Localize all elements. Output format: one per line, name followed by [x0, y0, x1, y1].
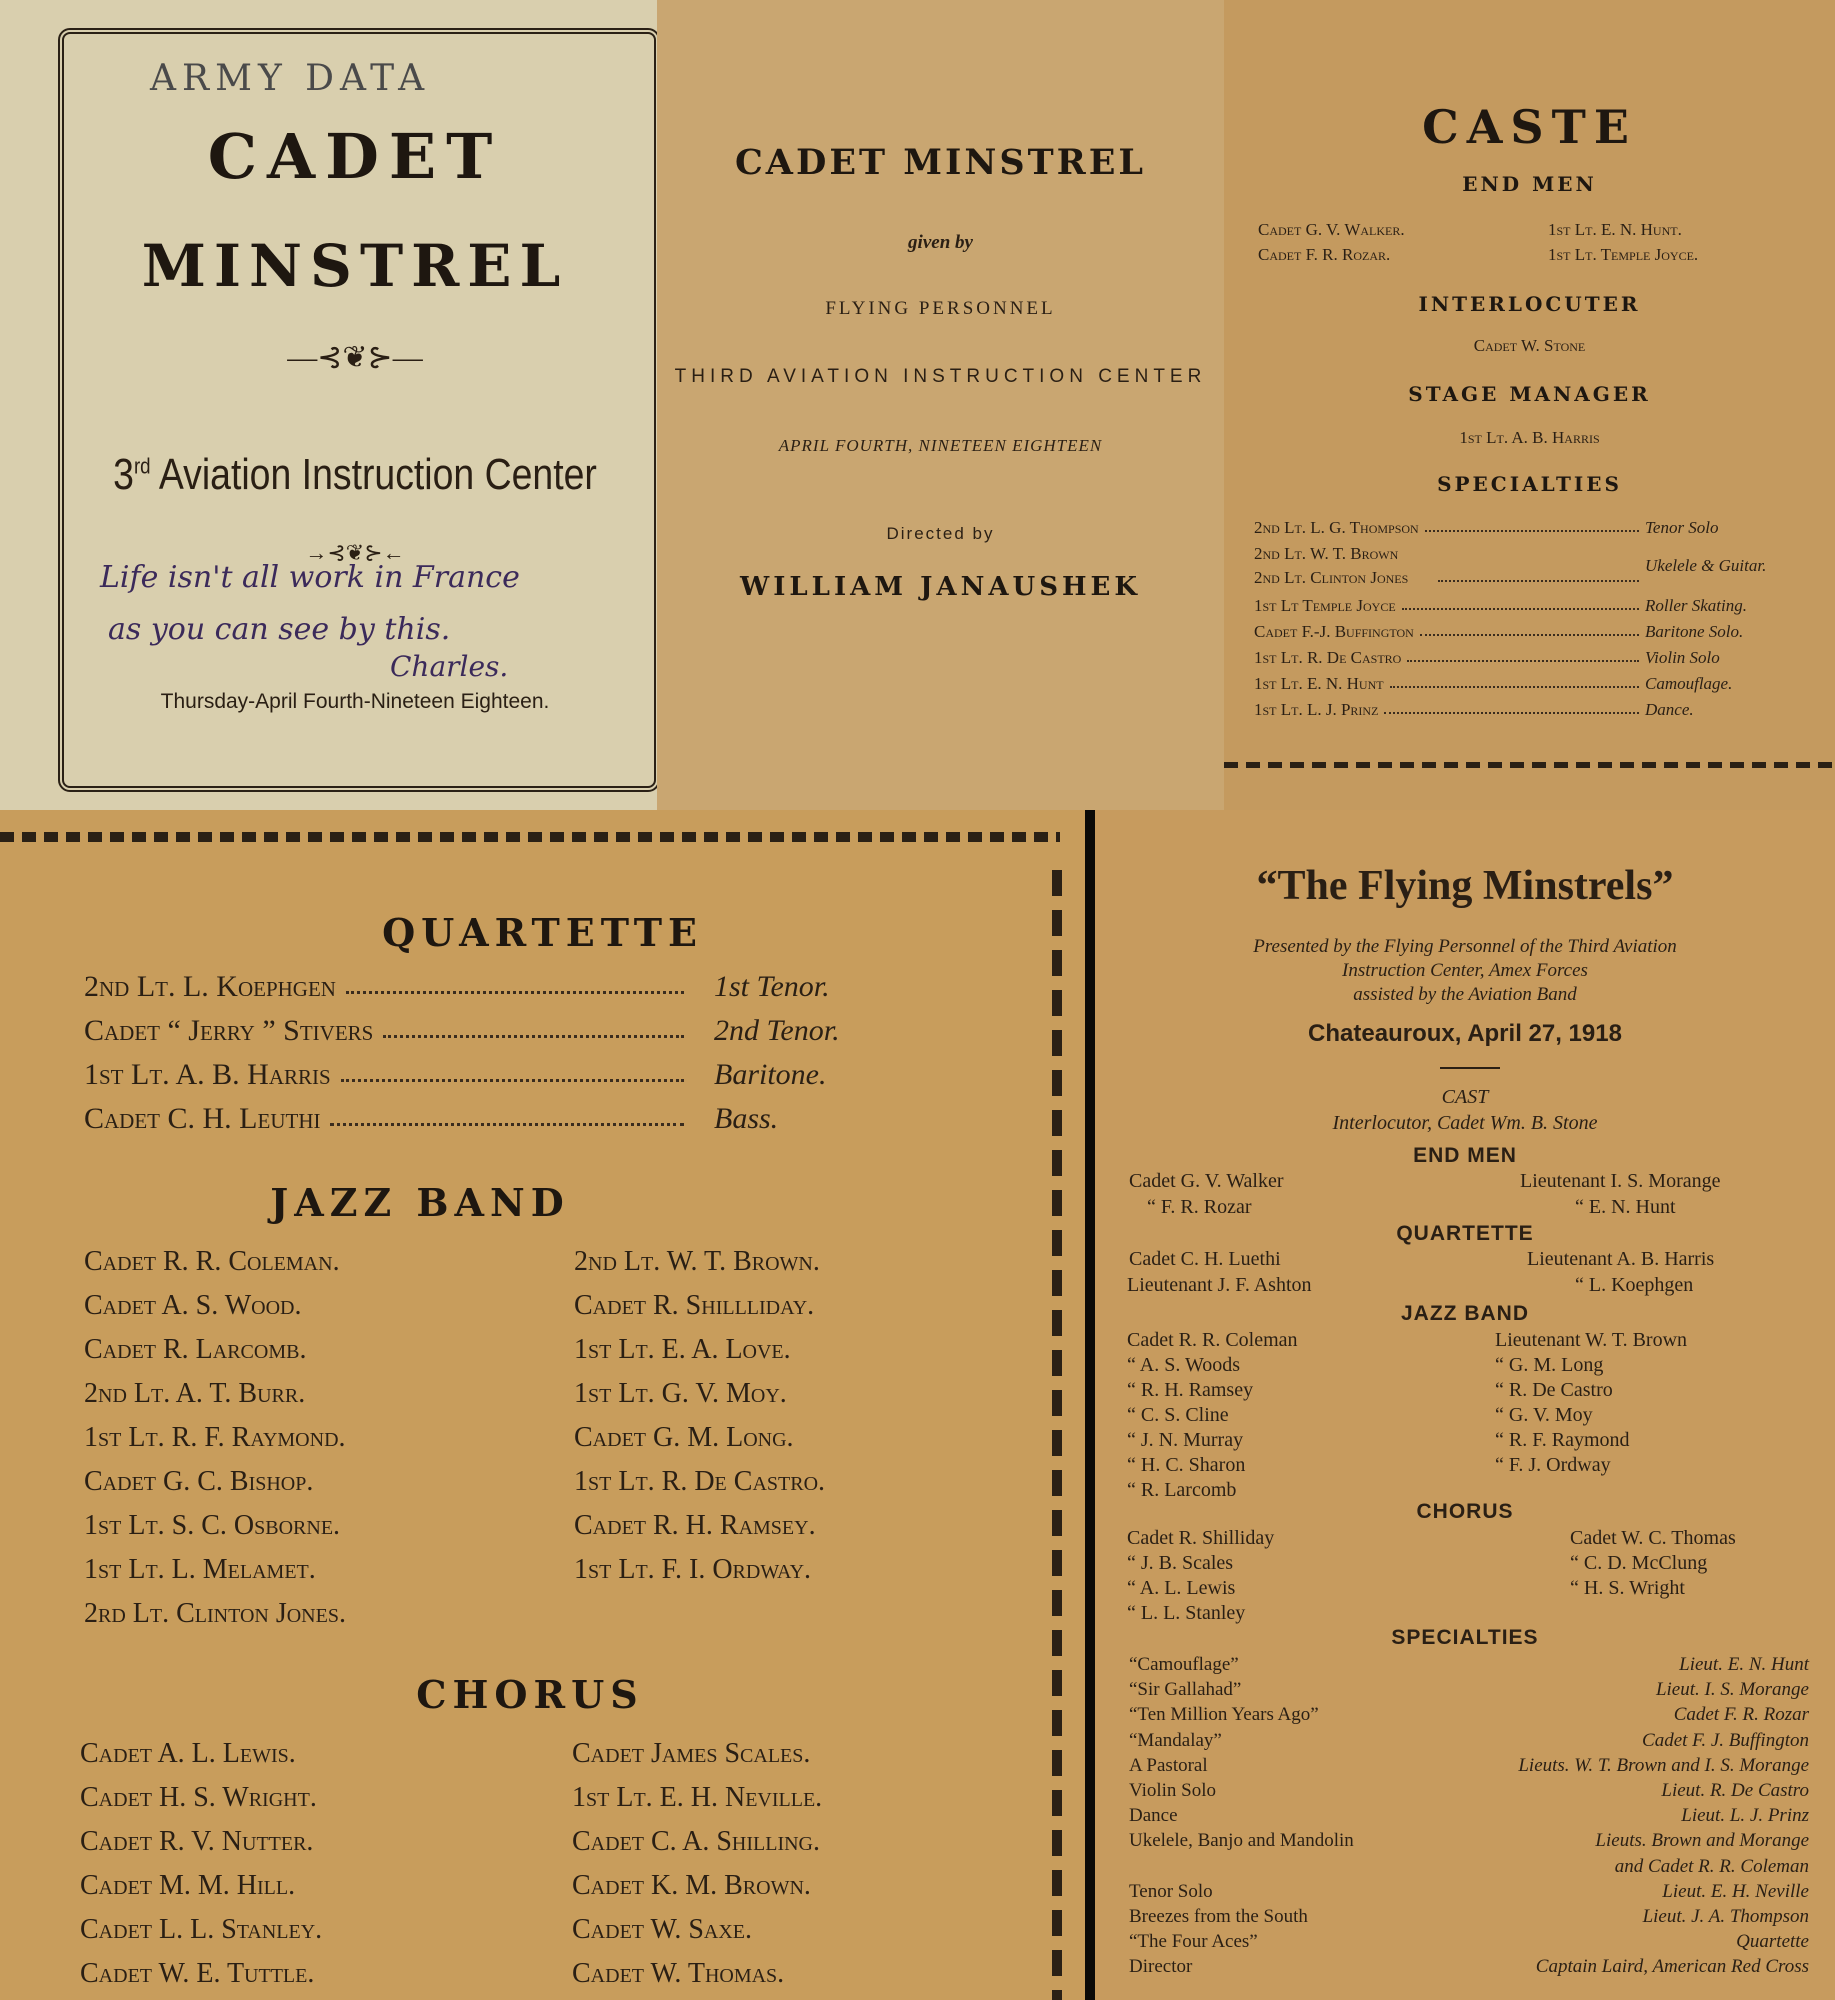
- interlocuter-heading: INTERLOCUTER: [1418, 292, 1641, 316]
- list-item: Cadet R. R. Coleman: [1127, 1329, 1298, 1351]
- list-item: “ C. D. McClung: [1570, 1552, 1708, 1574]
- fm-quartette-member: Lieutenant J. F. Ashton: [1127, 1274, 1312, 1296]
- list-item: Cadet W. C. Thomas: [1570, 1527, 1736, 1549]
- cover-date: Thursday-April Fourth-Nineteen Eighteen.: [160, 690, 550, 713]
- cover-title-line2: MINSTREL: [141, 232, 569, 300]
- specialty-row: 2nd Lt. L. G. Thompson Tenor Solo: [1254, 518, 1719, 537]
- specialty-row: “Sir Gallahad” Lieut. I. S. Morange: [1129, 1679, 1809, 1701]
- list-item: 1st Lt. F. I. Ordway.: [574, 1554, 812, 1585]
- specialty-row: Cadet F.-J. Buffington Baritone Solo.: [1254, 622, 1744, 641]
- handwriting-line2: as you can see by this.: [108, 612, 451, 647]
- fm-end-man: “ E. N. Hunt: [1575, 1196, 1676, 1218]
- list-item: “ C. S. Cline: [1127, 1404, 1229, 1426]
- list-item: Cadet R. Shilliday: [1127, 1527, 1275, 1549]
- chorus-heading: CHORUS: [416, 1672, 644, 1717]
- list-item: Cadet A. S. Wood.: [84, 1290, 302, 1321]
- fm-end-man: Lieutenant I. S. Morange: [1520, 1170, 1721, 1192]
- list-item: 1st Lt. G. V. Moy.: [574, 1378, 787, 1409]
- list-item: Cadet M. M. Hill.: [80, 1870, 296, 1901]
- quartette-row: 2nd Lt. L. Koephgen 1st Tenor.: [84, 970, 830, 1003]
- jazz-band-right-list: [574, 1240, 825, 1592]
- list-item: Cadet C. A. Shilling.: [572, 1826, 821, 1857]
- list-item: Cadet W. Thomas.: [572, 1958, 785, 1989]
- flying-place-date: Chateauroux, April 27, 1918: [1308, 1020, 1622, 1047]
- quartette-row: 1st Lt. A. B. Harris Baritone.: [84, 1058, 827, 1091]
- fm-specialties-list: [1129, 1652, 1809, 1980]
- specialty-row: Breezes from the South Lieut. J. A. Thompson: [1129, 1906, 1809, 1928]
- fm-end-man: Cadet G. V. Walker: [1129, 1170, 1284, 1192]
- list-item: “ R. De Castro: [1495, 1379, 1613, 1401]
- end-man-4: 1st Lt. Temple Joyce.: [1548, 245, 1699, 264]
- end-men-heading: END MEN: [1462, 172, 1597, 196]
- specialty-row: 1st Lt Temple Joyce Roller Skating.: [1254, 596, 1747, 615]
- list-item: Cadet W. E. Tuttle.: [80, 1958, 315, 1989]
- directed-by: Directed by: [886, 524, 995, 543]
- list-item: Cadet R. V. Nutter.: [80, 1826, 314, 1857]
- list-item: 2nd Lt. W. T. Brown.: [574, 1246, 820, 1277]
- flying-sub2: Instruction Center, Amex Forces: [1342, 960, 1588, 981]
- fm-jazz-heading: JAZZ BAND: [1401, 1302, 1529, 1325]
- specialty-row: Director Captain Laird, American Red Cross: [1129, 1956, 1809, 1978]
- stage-manager-heading: STAGE MANAGER: [1408, 382, 1651, 406]
- ornament-divider-small: →⊰❦⊱←: [305, 540, 405, 565]
- list-item: Cadet H. S. Wright.: [80, 1782, 317, 1813]
- interlocutor-line: Interlocutor, Cadet Wm. B. Stone: [1332, 1112, 1598, 1134]
- quartette-row: Cadet C. H. Leuthi Bass.: [84, 1102, 779, 1135]
- list-item: Cadet W. Saxe.: [572, 1914, 753, 1945]
- divider: [1440, 1067, 1500, 1069]
- fm-jazz-right-list: [1495, 1328, 1687, 1478]
- handwriting-line1: Life isn't all work in France: [100, 560, 520, 595]
- specialty-row: Violin Solo Lieut. R. De Castro: [1129, 1780, 1809, 1802]
- list-item: “ R. H. Ramsey: [1127, 1379, 1254, 1401]
- list-item: 1st Lt. E. H. Neville.: [572, 1782, 823, 1813]
- list-item: “ A. L. Lewis: [1127, 1577, 1236, 1599]
- given-by: given by: [908, 232, 973, 253]
- list-item: “ R. F. Raymond: [1495, 1429, 1630, 1451]
- list-item: “ H. S. Wright: [1570, 1577, 1685, 1599]
- fm-chorus-heading: CHORUS: [1416, 1500, 1514, 1523]
- specialty-row: 1st Lt. R. De Castro Violin Solo: [1254, 648, 1720, 667]
- fm-end-man: “ F. R. Rozar: [1147, 1196, 1252, 1218]
- quartette-heading: QUARTETTE: [382, 910, 703, 955]
- chorus-left-list: [80, 1732, 322, 1996]
- specialty-row: 2nd Lt. Clinton Jones Ukelele & Guitar.: [1254, 556, 1767, 587]
- caste-heading: CASTE: [1422, 100, 1637, 154]
- jazz-band-left-list: [84, 1240, 346, 1636]
- list-item: 1st Lt. E. A. Love.: [574, 1334, 791, 1365]
- fm-chorus-right-list: [1570, 1526, 1736, 1601]
- specialty-row: “Mandalay” Cadet F. J. Buffington: [1129, 1729, 1809, 1751]
- fm-specialties-heading: SPECIALTIES: [1391, 1626, 1539, 1649]
- specialty-row: and Cadet R. R. Coleman: [1614, 1855, 1809, 1877]
- list-item: “ H. C. Sharon: [1127, 1454, 1246, 1476]
- ornament-divider: —⊰❦⊱—: [287, 341, 423, 374]
- end-man-2: 1st Lt. E. N. Hunt.: [1548, 220, 1682, 239]
- title-page-panel: [657, 0, 1224, 810]
- fm-quartette-member: “ L. Koephgen: [1575, 1274, 1694, 1296]
- title-page-date: APRIL FOURTH, NINETEEN EIGHTEEN: [778, 436, 1103, 455]
- quartette-panel: [0, 810, 1085, 2000]
- list-item: “ J. B. Scales: [1127, 1552, 1234, 1574]
- cast-heading: CAST: [1441, 1086, 1489, 1108]
- cover-panel: [0, 0, 657, 810]
- title-page-title: CADET MINSTREL: [734, 142, 1147, 183]
- fm-quartette-heading: QUARTETTE: [1396, 1222, 1534, 1245]
- specialty-row: “Ten Million Years Ago” Cadet F. R. Rozar: [1129, 1704, 1809, 1726]
- stamp-text: ARMY DATA: [150, 58, 431, 99]
- list-item: Cadet L. L. Stanley.: [80, 1914, 323, 1945]
- specialty-row: “The Four Aces” Quartette: [1129, 1931, 1809, 1953]
- quartette-right-border: [1052, 870, 1062, 2000]
- flying-sub3: assisted by the Aviation Band: [1353, 984, 1577, 1005]
- specialty-row: 2nd Lt. W. T. Brown: [1254, 544, 1399, 563]
- cover-center-name: 3rd Aviation Instruction Center: [113, 450, 597, 499]
- fm-quartette-member: Lieutenant A. B. Harris: [1527, 1248, 1715, 1270]
- specialty-row: Dance Lieut. L. J. Prinz: [1129, 1805, 1809, 1827]
- list-item: Cadet R. Larcomb.: [84, 1334, 307, 1365]
- interlocuter-name: Cadet W. Stone: [1473, 336, 1586, 355]
- specialties-heading: SPECIALTIES: [1437, 472, 1622, 496]
- list-item: 1st Lt. R. F. Raymond.: [84, 1422, 346, 1453]
- list-item: Cadet A. L. Lewis.: [80, 1738, 296, 1769]
- center-name: THIRD AVIATION INSTRUCTION CENTER: [674, 366, 1207, 387]
- org-name: FLYING PERSONNEL: [825, 298, 1056, 319]
- fm-chorus-left-list: [1127, 1526, 1274, 1626]
- list-item: 1st Lt. R. De Castro.: [574, 1466, 826, 1497]
- jazz-band-heading: JAZZ BAND: [270, 1180, 570, 1225]
- list-item: “ G. V. Moy: [1495, 1404, 1593, 1426]
- stage-manager-name: 1st Lt. A. B. Harris: [1459, 428, 1600, 447]
- list-item: “ J. N. Murray: [1127, 1429, 1244, 1451]
- quartette-row: Cadet “ Jerry ” Stivers 2nd Tenor.: [84, 1014, 840, 1047]
- quartette-top-border: [0, 832, 1060, 842]
- list-item: Cadet R. H. Ramsey.: [574, 1510, 816, 1541]
- list-item: Lieutenant W. T. Brown: [1495, 1329, 1688, 1351]
- list-item: Cadet James Scales.: [572, 1738, 811, 1769]
- specialty-row: A Pastoral Lieuts. W. T. Brown and I. S. Morange: [1129, 1754, 1809, 1776]
- cover-title-line1: CADET: [207, 120, 503, 193]
- flying-sub1: Presented by the Flying Personnel of the Third Aviation: [1253, 936, 1677, 957]
- end-man-3: Cadet F. R. Rozar.: [1258, 245, 1391, 264]
- end-man-1: Cadet G. V. Walker.: [1258, 220, 1405, 239]
- fm-quartette-member: Cadet C. H. Luethi: [1129, 1248, 1281, 1270]
- list-item: “ G. M. Long: [1495, 1354, 1604, 1376]
- list-item: Cadet G. C. Bishop.: [84, 1466, 314, 1497]
- list-item: 2nd Lt. A. T. Burr.: [84, 1378, 306, 1409]
- handwriting-signature: Charles.: [390, 650, 509, 683]
- list-item: Cadet K. M. Brown.: [572, 1870, 811, 1901]
- flying-title: “The Flying Minstrels”: [1256, 863, 1674, 909]
- specialty-row: Ukelele, Banjo and Mandolin Lieuts. Brown and Morange: [1129, 1830, 1809, 1852]
- specialty-row: 1st Lt. L. J. Prinz Dance.: [1254, 700, 1694, 719]
- list-item: Cadet R. Shillliday.: [574, 1290, 815, 1321]
- caste-bottom-border: [1224, 762, 1835, 768]
- fm-jazz-left-list: [1127, 1328, 1298, 1503]
- list-item: Cadet G. M. Long.: [574, 1422, 794, 1453]
- specialty-row: “Camouflage” Lieut. E. N. Hunt: [1129, 1654, 1809, 1675]
- chorus-right-list: [572, 1732, 822, 1996]
- specialty-row: 1st Lt. E. N. Hunt Camouflage.: [1254, 674, 1733, 693]
- list-item: “ A. S. Woods: [1127, 1354, 1241, 1376]
- specialty-row: Tenor Solo Lieut. E. H. Neville: [1129, 1880, 1809, 1902]
- list-item: 2rd Lt. Clinton Jones.: [84, 1598, 346, 1629]
- list-item: 1st Lt. S. C. Osborne.: [84, 1510, 341, 1541]
- list-item: “ R. Larcomb: [1127, 1479, 1237, 1501]
- flying-minstrels-panel: [1095, 810, 1835, 2000]
- list-item: 1st Lt. L. Melamet.: [84, 1554, 316, 1585]
- caste-panel: [1224, 0, 1835, 810]
- fm-end-men-heading: END MEN: [1413, 1144, 1517, 1167]
- list-item: “ F. J. Ordway: [1495, 1454, 1611, 1476]
- director-name: WILLIAM JANAUSHEK: [740, 572, 1141, 602]
- list-item: “ L. L. Stanley: [1127, 1602, 1246, 1624]
- list-item: Cadet R. R. Coleman.: [84, 1246, 340, 1277]
